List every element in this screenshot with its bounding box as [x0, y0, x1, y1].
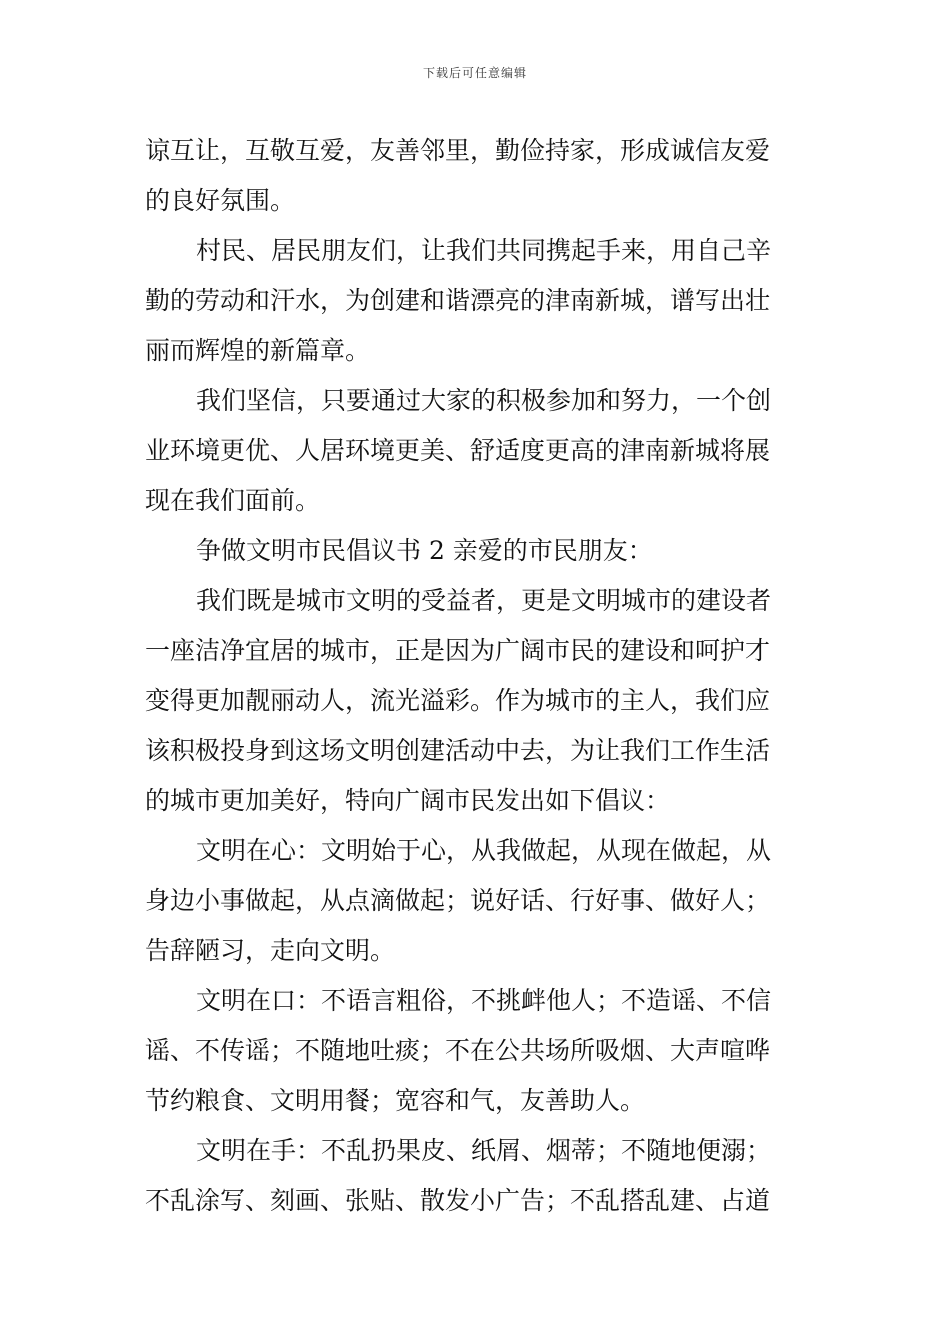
text-line: 该积极投身到这场文明创建活动中去，为让我们工作生活: [145, 736, 771, 765]
paragraph-start-line: 村民、居民朋友们，让我们共同携起手来，用自己辛: [196, 236, 772, 265]
text-line: 一座洁净宜居的城市，正是因为广阔市民的建设和呵护才: [145, 636, 771, 665]
text-line: 告辞陋习，走向文明。: [145, 936, 396, 965]
paragraph-start-line: 文明在口：不语言粗俗，不挑衅他人；不造谣、不信: [196, 986, 772, 1015]
text-line: 身边小事做起，从点滴做起；说好话、行好事、做好人；: [145, 886, 771, 915]
paragraph-start-line: 我们坚信，只要通过大家的积极参加和努力，一个创: [196, 386, 772, 415]
text-line: 节约粮食、文明用餐；宽容和气，友善助人。: [145, 1086, 646, 1115]
page-header: 下载后可任意编辑: [422, 66, 527, 80]
text-line: 业环境更优、人居环境更美、舒适度更高的津南新城将展: [145, 436, 771, 465]
section-title-line: 争做文明市民倡议书 2 亲爱的市民朋友：: [196, 536, 653, 565]
text-line: 不乱涂写、刻画、张贴、散发小广告；不乱搭乱建、占道: [145, 1186, 771, 1215]
text-line: 的良好氛围。: [145, 186, 296, 215]
text-line: 变得更加靓丽动人，流光溢彩。作为城市的主人，我们应: [145, 686, 771, 715]
document-body: [145, 126, 810, 1226]
text-line: 现在我们面前。: [145, 486, 321, 515]
text-line: 勤的劳动和汗水，为创建和谐漂亮的津南新城，谱写出壮: [145, 286, 771, 315]
paragraph-start-line: 文明在手：不乱扔果皮、纸屑、烟蒂；不随地便溺；: [196, 1136, 772, 1165]
paragraph-start-line: 文明在心：文明始于心，从我做起，从现在做起，从: [196, 836, 772, 865]
text-line: 谣、不传谣；不随地吐痰；不在公共场所吸烟、大声喧哗: [145, 1036, 771, 1065]
text-line: 谅互让，互敬互爱，友善邻里，勤俭持家，形成诚信友爱: [145, 136, 771, 165]
text-line: 丽而辉煌的新篇章。: [145, 336, 371, 365]
text-line: 的城市更加美好，特向广阔市民发出如下倡议：: [145, 786, 671, 815]
paragraph-start-line: 我们既是城市文明的受益者，更是文明城市的建设者: [196, 586, 772, 615]
